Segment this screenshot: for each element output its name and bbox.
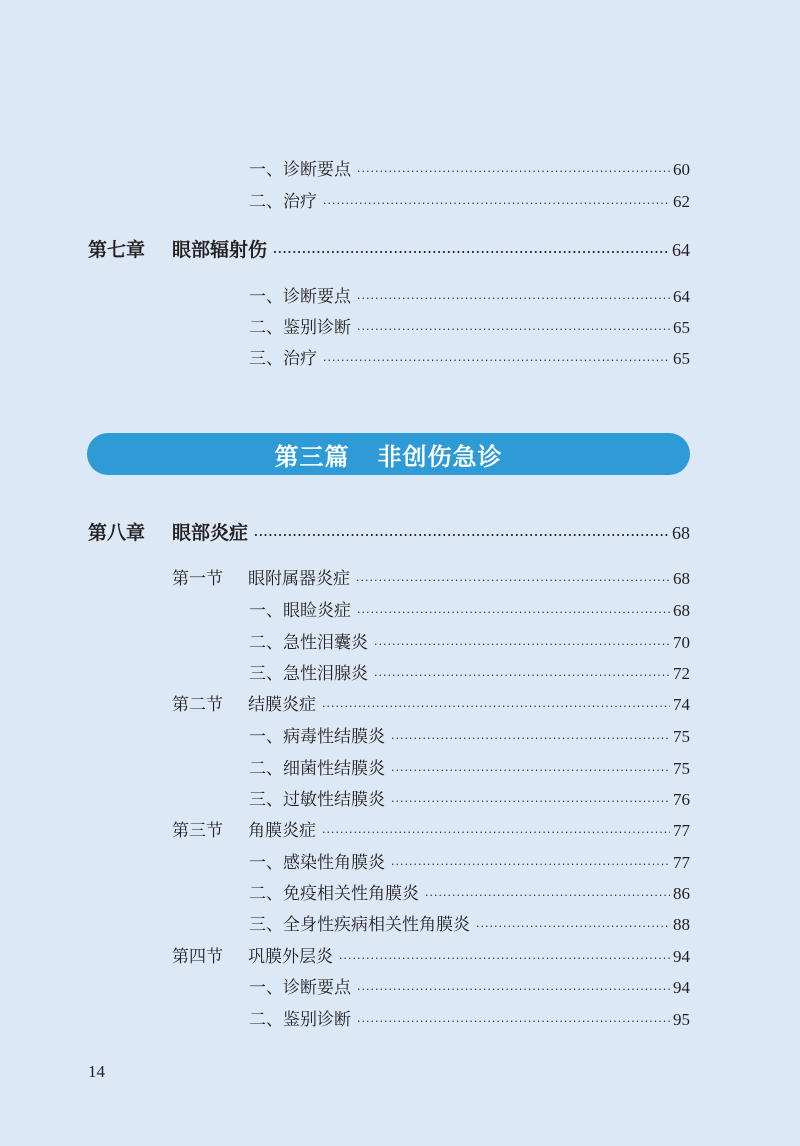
dot-leader	[322, 826, 670, 839]
dot-leader	[357, 292, 670, 305]
toc-item-page: 70	[673, 633, 690, 652]
dot-leader	[356, 574, 670, 587]
toc-item-page: 75	[673, 727, 690, 746]
toc-chapter-8[interactable]	[88, 518, 690, 545]
section-title	[172, 942, 333, 967]
dot-leader	[391, 764, 670, 777]
toc-item-title: 二、免疫相关性角膜炎	[249, 884, 419, 904]
dot-leader	[323, 354, 670, 367]
toc-section-1[interactable]	[172, 564, 690, 589]
toc-item-page: 88	[673, 915, 690, 934]
dot-leader	[357, 1015, 670, 1028]
part-title: 非创伤急诊	[377, 442, 503, 471]
dot-leader	[357, 165, 670, 178]
toc-item[interactable]	[249, 754, 690, 779]
section-title	[172, 564, 350, 589]
toc-item-page: 62	[673, 192, 690, 211]
toc-item[interactable]	[249, 628, 690, 653]
section-prefix: 第四节	[172, 947, 223, 967]
toc-item[interactable]	[249, 973, 690, 998]
chapter-page: 68	[672, 523, 690, 543]
toc-section-2[interactable]	[172, 690, 690, 715]
toc-item-title: 三、急性泪腺炎	[249, 664, 368, 684]
toc-item[interactable]	[249, 344, 690, 369]
toc-item[interactable]	[249, 785, 690, 810]
toc-item[interactable]	[249, 282, 690, 307]
toc-item-title: 二、急性泪囊炎	[249, 633, 368, 653]
toc-item-page: 72	[673, 664, 690, 683]
section-name: 眼附属器炎症	[248, 569, 350, 589]
toc-item[interactable]	[249, 187, 690, 212]
dot-leader	[391, 795, 670, 808]
toc-item-title: 二、鉴别诊断	[249, 318, 351, 338]
toc-item[interactable]	[249, 879, 690, 904]
part-banner[interactable]	[87, 433, 690, 475]
section-prefix: 第二节	[172, 695, 223, 715]
toc-item-page: 60	[673, 160, 690, 179]
toc-item-title: 三、全身性疾病相关性角膜炎	[249, 915, 470, 935]
chapter-name: 眼部炎症	[172, 522, 249, 544]
toc-section-3[interactable]	[172, 816, 690, 841]
chapter-name: 眼部辐射伤	[172, 239, 268, 261]
dot-leader	[254, 529, 669, 542]
toc-item[interactable]	[249, 848, 690, 873]
dot-leader	[357, 606, 670, 619]
chapter-title	[88, 235, 267, 262]
toc-item[interactable]	[249, 596, 690, 621]
section-title	[172, 816, 316, 841]
toc-item-page: 65	[673, 318, 690, 337]
toc-item-title: 一、诊断要点	[249, 160, 351, 180]
toc-item-page: 95	[673, 1010, 690, 1029]
part-prefix: 第三篇	[274, 442, 350, 471]
section-name: 巩膜外层炎	[248, 947, 333, 967]
section-page: 94	[673, 947, 690, 966]
dot-leader	[273, 246, 669, 259]
toc-item-title: 三、治疗	[249, 349, 317, 369]
toc-item[interactable]	[249, 722, 690, 747]
dot-leader	[374, 669, 670, 682]
chapter-page: 64	[672, 240, 690, 260]
toc-item-title: 一、诊断要点	[249, 978, 351, 998]
chapter-prefix: 第七章	[88, 239, 146, 261]
toc-item[interactable]	[249, 313, 690, 338]
dot-leader	[323, 197, 670, 210]
toc-item[interactable]	[249, 155, 690, 180]
toc-item-title: 三、过敏性结膜炎	[249, 790, 385, 810]
toc-item[interactable]	[249, 910, 690, 935]
page-number: 14	[88, 1062, 105, 1081]
toc-item-page: 75	[673, 759, 690, 778]
toc-item-title: 一、诊断要点	[249, 287, 351, 307]
section-name: 角膜炎症	[248, 821, 316, 841]
toc-chapter-7[interactable]	[88, 235, 690, 262]
toc-section-4[interactable]	[172, 942, 690, 967]
dot-leader	[357, 323, 670, 336]
dot-leader	[476, 920, 670, 933]
chapter-prefix: 第八章	[88, 522, 146, 544]
section-page: 74	[673, 695, 690, 714]
section-page: 77	[673, 821, 690, 840]
toc-item-page: 65	[673, 349, 690, 368]
section-title	[172, 690, 316, 715]
dot-leader	[374, 638, 670, 651]
dot-leader	[425, 889, 670, 902]
dot-leader	[322, 700, 670, 713]
chapter-title	[88, 518, 248, 545]
toc-item-page: 77	[673, 853, 690, 872]
toc-item-title: 二、鉴别诊断	[249, 1010, 351, 1030]
toc-item-title: 二、细菌性结膜炎	[249, 759, 385, 779]
toc-item-page: 64	[673, 287, 690, 306]
dot-leader	[357, 983, 670, 996]
dot-leader	[391, 732, 670, 745]
toc-item[interactable]	[249, 1005, 690, 1030]
toc-item-title: 二、治疗	[249, 192, 317, 212]
toc-item-page: 76	[673, 790, 690, 809]
dot-leader	[339, 952, 670, 965]
toc-item-title: 一、病毒性结膜炎	[249, 727, 385, 747]
toc-item-page: 86	[673, 884, 690, 903]
section-page: 68	[673, 569, 690, 588]
dot-leader	[391, 858, 670, 871]
toc-item[interactable]	[249, 659, 690, 684]
toc-item-page: 68	[673, 601, 690, 620]
toc-item-title: 一、眼睑炎症	[249, 601, 351, 621]
toc-item-page: 94	[673, 978, 690, 997]
toc-item-title: 一、感染性角膜炎	[249, 853, 385, 873]
section-prefix: 第三节	[172, 821, 223, 841]
section-prefix: 第一节	[172, 569, 223, 589]
section-name: 结膜炎症	[248, 695, 316, 715]
